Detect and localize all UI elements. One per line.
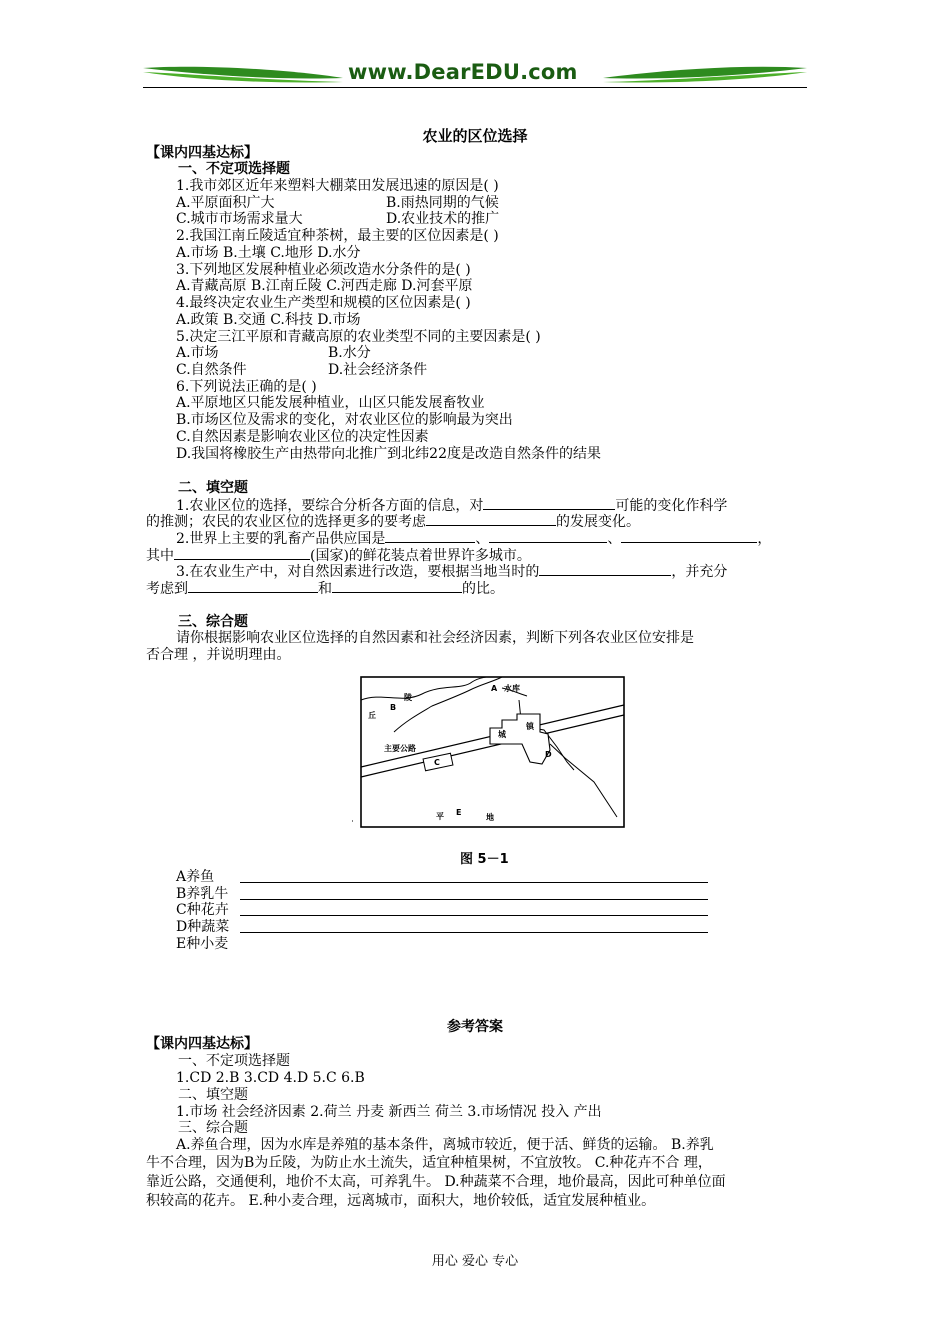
section-label: 【课内四基达标】 bbox=[146, 145, 258, 161]
town-area bbox=[490, 714, 550, 764]
item-e: E种小麦 bbox=[176, 936, 229, 952]
q6-option-d: D.我国将橡胶生产由热带向北推广到北纬22度是改造自然条件的结果 bbox=[176, 446, 601, 462]
q1-option-a: A.平原面积广大 bbox=[176, 195, 275, 211]
map-label-plain2: 地 bbox=[486, 813, 494, 822]
map-label-city1: 城 bbox=[498, 730, 506, 739]
answer-line-a[interactable] bbox=[240, 882, 708, 883]
blank-field[interactable] bbox=[385, 530, 475, 543]
map-label-c: C bbox=[434, 758, 440, 767]
answer-line-d[interactable] bbox=[240, 932, 708, 933]
blank-field[interactable] bbox=[174, 547, 310, 560]
item-c: C种花卉 bbox=[176, 902, 229, 918]
blank-field[interactable] bbox=[426, 513, 556, 526]
page-header bbox=[143, 62, 807, 92]
q5-option-d: D.社会经济条件 bbox=[328, 362, 428, 378]
q2-options: A.市场 B.土壤 C.地形 D.水分 bbox=[176, 245, 361, 261]
answers-line-2: 1.CD 2.B 3.CD 4.D 5.C 6.B bbox=[176, 1070, 365, 1086]
item-d: D种蔬菜 bbox=[176, 919, 230, 935]
answers-para-3: 靠近公路，交通便利，地价不太高，可养乳牛。 D.种蔬菜不合理，地价最高，因此可种单位面 bbox=[146, 1174, 726, 1190]
part3-intro-line2: 否合理 ，并说明理由。 bbox=[146, 647, 291, 663]
header-divider bbox=[143, 87, 807, 88]
map-label-a: A bbox=[491, 684, 498, 693]
answers-line-3: 二、填空题 bbox=[178, 1087, 248, 1103]
fill-q3-line1: 3.在农业生产中，对自然因素进行改造，要根据当地当时的 ，并充分 bbox=[176, 564, 728, 580]
map-label-reservoir: 水库 bbox=[504, 684, 520, 693]
fill-q1-line2: 的推测；农民的农业区位的选择更多的要考虑 的发展变化。 bbox=[146, 514, 640, 530]
figure-caption: 图 5－1 bbox=[460, 852, 509, 867]
map-label-city2: 镇 bbox=[526, 722, 534, 731]
q6-option-b: B.市场区位及需求的变化，对农业区位的影响最为突出 bbox=[176, 412, 513, 428]
page-title: 农业的区位选择 bbox=[422, 127, 528, 145]
q5-option-b: B.水分 bbox=[328, 345, 371, 361]
q6-text: 6.下列说法正确的是( ) bbox=[176, 379, 317, 395]
q1-option-d: D.农业技术的推广 bbox=[386, 211, 500, 227]
location-map bbox=[352, 672, 626, 832]
map-label-hill2: 陵 bbox=[404, 693, 412, 702]
hill-boundary bbox=[361, 677, 486, 700]
q2-text: 2.我国江南丘陵适宜种茶树，最主要的区位因素是( ) bbox=[176, 228, 499, 244]
answers-section-label: 【课内四基达标】 bbox=[146, 1036, 258, 1052]
item-a: A养鱼 bbox=[176, 869, 215, 885]
fill-q2-line1: 2.世界上主要的乳畜产品供应国是 、 、 ， bbox=[176, 531, 772, 547]
answers-para-2: 牛不合理，因为B为丘陵，为防止水土流失，适宜种植果树，不宜放牧。 C.种花卉不合 理， bbox=[146, 1155, 712, 1171]
blank-field[interactable] bbox=[483, 497, 615, 510]
fill-q1-line1: 1.农业区位的选择，要综合分析各方面的信息，对 可能的变化作科学 bbox=[176, 498, 728, 514]
map-label-e: E bbox=[456, 808, 462, 817]
q6-option-a: A.平原地区只能发展种植业，山区只能发展畜牧业 bbox=[176, 395, 485, 411]
site-logo[interactable]: www.DearEDU.com bbox=[348, 60, 578, 84]
q5-option-a: A.市场 bbox=[176, 345, 219, 361]
item-b: B养乳牛 bbox=[176, 886, 229, 902]
part2-heading: 二、填空题 bbox=[178, 480, 248, 496]
blank-field[interactable] bbox=[332, 580, 462, 593]
q1-option-b: B.雨热同期的气候 bbox=[386, 195, 499, 211]
q4-options: A.政策 B.交通 C.科技 D.市场 bbox=[176, 312, 361, 328]
part3-intro-line1: 请你根据影响农业区位选择的自然因素和社会经济因素，判断下列各农业区位安排是 bbox=[176, 630, 694, 646]
page-footer: 用心 爱心 专心 bbox=[431, 1254, 519, 1269]
q5-text: 5.决定三江平原和青藏高原的农业类型不同的主要因素是( ) bbox=[176, 329, 541, 345]
blank-field[interactable] bbox=[188, 580, 318, 593]
fill-q2-line2: 其中 (国家)的鲜花装点着世界许多城市。 bbox=[146, 548, 531, 564]
q4-text: 4.最终决定农业生产类型和规模的区位因素是( ) bbox=[176, 295, 471, 311]
river-lower bbox=[550, 744, 617, 817]
answer-line-b[interactable] bbox=[240, 899, 708, 900]
part1-heading: 一、不定项选择题 bbox=[178, 161, 290, 177]
q3-options: A.青藏高原 B.江南丘陵 C.河西走廊 D.河套平原 bbox=[176, 278, 473, 294]
q5-option-c: C.自然条件 bbox=[176, 362, 247, 378]
blank-field[interactable] bbox=[539, 563, 671, 576]
map-label-b: B bbox=[390, 703, 397, 712]
map-label-hill1: 丘 bbox=[368, 711, 376, 720]
answers-para-1: A.养鱼合理，因为水库是养殖的基本条件，离城市较近，便于活、鲜货的运输。 B.养乳 bbox=[176, 1137, 714, 1153]
answers-para-4: 积较高的花卉。 E.种小麦合理，远离城市，面积大，地价较低，适宜发展种植业。 bbox=[146, 1193, 656, 1209]
answers-line-1: 一、不定项选择题 bbox=[178, 1053, 290, 1069]
answers-line-4: 1.市场 社会经济因素 2.荷兰 丹麦 新西兰 荷兰 3.市场情况 投入 产出 bbox=[176, 1104, 602, 1120]
q6-option-c: C.自然因素是影响农业区位的决定性因素 bbox=[176, 429, 429, 445]
map-label-plain1: 平 bbox=[436, 812, 444, 821]
blank-field[interactable] bbox=[489, 530, 607, 543]
q3-text: 3.下列地区发展种植业必须改造水分条件的是( ) bbox=[176, 262, 471, 278]
answers-line-5: 三、综合题 bbox=[178, 1120, 248, 1136]
answer-line-c[interactable] bbox=[240, 915, 708, 916]
fill-q3-line2: 考虑到 和 的比。 bbox=[146, 581, 504, 597]
q1-option-c: C.城市市场需求量大 bbox=[176, 211, 303, 227]
hill-boundary-2 bbox=[394, 677, 502, 732]
answers-title: 参考答案 bbox=[447, 1019, 503, 1035]
map-label-d: D bbox=[545, 750, 552, 759]
part3-heading: 三、综合题 bbox=[178, 614, 248, 630]
blank-field[interactable] bbox=[621, 530, 757, 543]
map-label-road: 主要公路 bbox=[384, 744, 416, 753]
q1-text: 1.我市郊区近年来塑料大棚菜田发展迅速的原因是( ) bbox=[176, 178, 499, 194]
